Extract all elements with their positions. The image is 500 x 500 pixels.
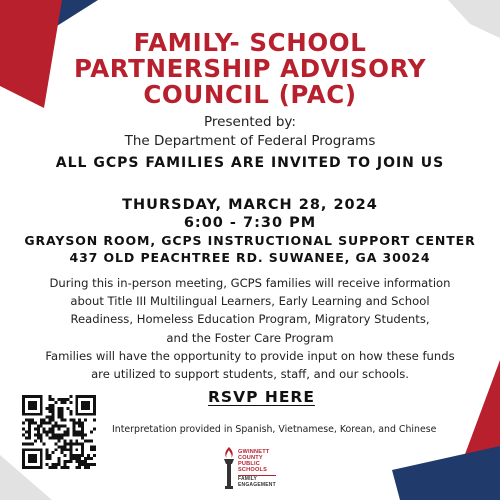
description-line: are utilized to support students, staff, and our schools. (91, 367, 409, 382)
logo-department-line: ENGAGEMENT (238, 481, 276, 488)
logo-department-line: FAMILY (238, 476, 258, 482)
bottom-right-navy-triangle (392, 446, 500, 500)
title-line: COUNCIL (PAC) (143, 80, 357, 109)
title-line: FAMILY- SCHOOL (133, 28, 367, 57)
qr-code-icon[interactable] (22, 395, 96, 473)
description-line: Families will have the opportunity to provide input on how these funds (45, 348, 455, 363)
location-line: GRAYSON ROOM, GCPS INSTRUCTIONAL SUPPORT CENTER (24, 233, 476, 248)
torch-logo-icon (221, 446, 237, 492)
event-time: 6:00 - 7:30 PM (183, 215, 317, 231)
logo-department (238, 475, 276, 488)
department-name: The Department of Federal Programs (124, 133, 376, 149)
page-title (0, 30, 500, 108)
presenter-block (0, 113, 500, 151)
rsvp-link[interactable]: RSVP HERE (208, 388, 315, 406)
description-line: During this in-person meeting, GCPS families will receive information (49, 276, 451, 290)
event-date: THURSDAY, MARCH 28, 2024 (122, 197, 378, 213)
description-line: and the Foster Care Program (166, 330, 334, 345)
logo-name-line: COUNTY (238, 455, 263, 461)
description-line: Readiness, Homeless Education Program, Migratory Students, (70, 312, 430, 327)
description-line: about Title III Multilingual Learners, Early Learning and School (70, 294, 430, 309)
title-line: PARTNERSHIP ADVISORY (73, 54, 427, 83)
location-line: 437 OLD PEACHTREE RD. SUWANEE, GA 30024 (69, 250, 431, 265)
description (0, 274, 500, 383)
invitation-text: ALL GCPS FAMILIES ARE INVITED TO JOIN US (55, 155, 445, 171)
logo-name-line: GWINNETT (238, 449, 270, 455)
event-location (0, 232, 500, 266)
interpretation-note: Interpretation provided in Spanish, Vietnamese, Korean, and Chinese (112, 424, 437, 435)
gcps-logo (221, 446, 301, 494)
logo-name-line: PUBLIC (238, 461, 261, 467)
presented-by-label: Presented by: (204, 114, 296, 130)
logo-name (238, 449, 269, 473)
logo-name-line: SCHOOLS (238, 467, 268, 473)
